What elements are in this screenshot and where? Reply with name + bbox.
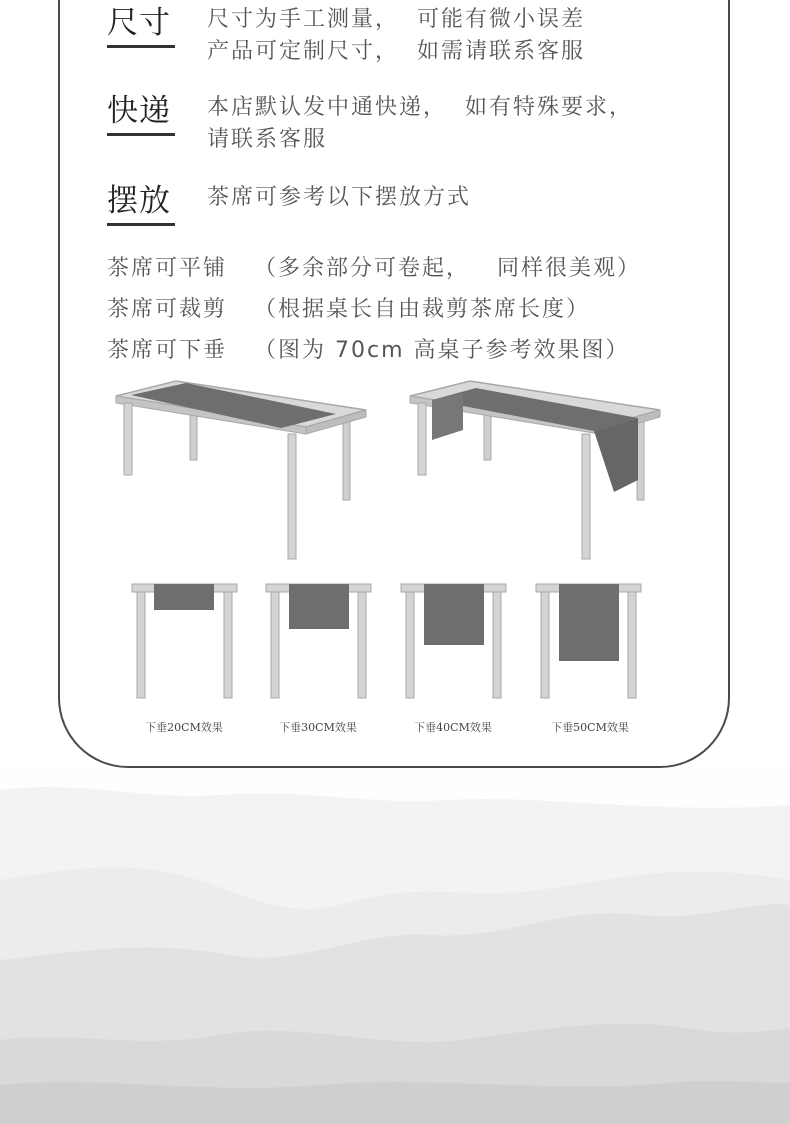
drop-50cm-caption: 下垂50CM效果 (551, 721, 629, 734)
shipping-line-1: 本店默认发中通快递， 如有特殊要求， (207, 95, 633, 120)
size-line-2: 产品可定制尺寸， 如需请联系客服 (207, 39, 585, 64)
drop-50cm-illustration (536, 584, 641, 698)
table-drape-illustration (410, 381, 660, 559)
drop-30cm-illustration (266, 584, 371, 698)
placement-line-1: 茶席可参考以下摆放方式 (207, 185, 472, 210)
table-flat-illustration (116, 381, 366, 559)
placement-heading: 摆放 (107, 183, 171, 219)
option-flat: 茶席可平铺 （多余部分可卷起， 同样很美观） (107, 256, 641, 281)
option-drape: 茶席可下垂 （图为 70cm 高桌子参考效果图） (107, 338, 630, 363)
drop-40cm-caption: 下垂40CM效果 (414, 721, 492, 734)
shipping-heading: 快递 (107, 93, 171, 129)
drop-20cm-illustration (132, 584, 237, 698)
size-line-1: 尺寸为手工测量， 可能有微小误差 (207, 7, 585, 32)
size-heading: 尺寸 (107, 5, 171, 41)
drop-30cm-caption: 下垂30CM效果 (279, 721, 357, 734)
drop-40cm-illustration (401, 584, 506, 698)
option-trim: 茶席可裁剪 （根据桌长自由裁剪茶席长度） (107, 297, 590, 322)
drop-20cm-caption: 下垂20CM效果 (145, 721, 223, 734)
shipping-line-2: 请联系客服 (207, 127, 328, 152)
